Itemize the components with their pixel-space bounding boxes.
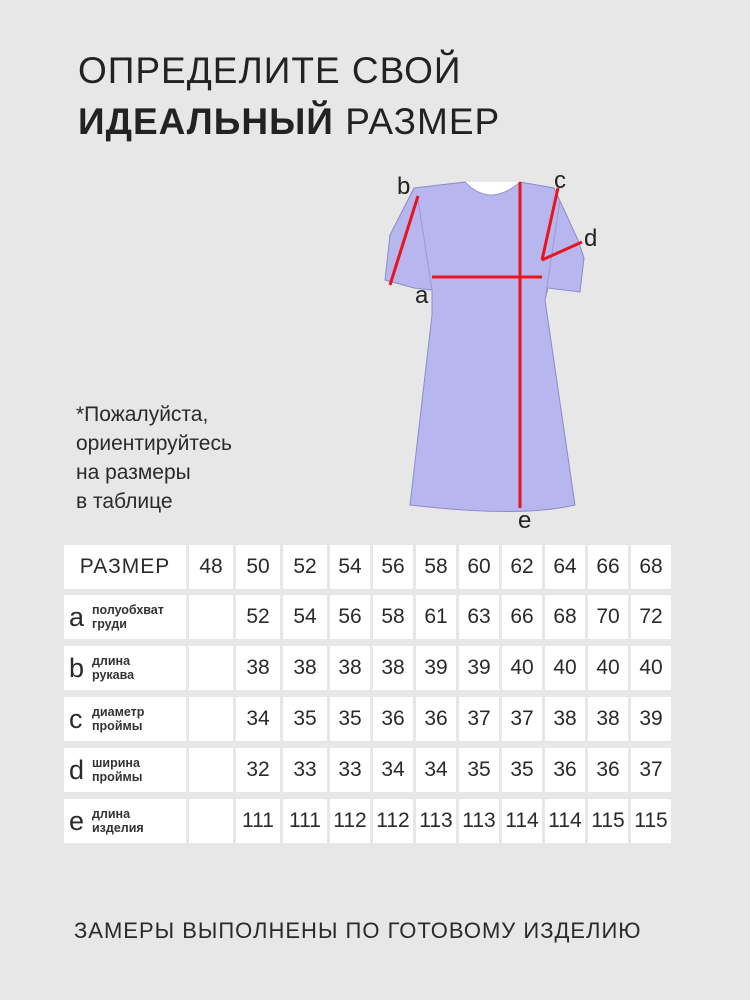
- param-letter: e: [69, 805, 85, 836]
- footer-note: ЗАМЕРЫ ВЫПОЛНЕНЫ ПО ГОТОВОМУ ИЗДЕЛИЮ: [74, 918, 642, 943]
- param-desc-line: диаметр: [92, 705, 145, 719]
- table-cell: 36: [416, 697, 456, 741]
- table-cell: 70: [588, 595, 628, 639]
- param-description: [92, 756, 142, 784]
- header-size-cell: 56: [373, 545, 413, 589]
- table-cell: 39: [631, 697, 671, 741]
- header-size-cell: 62: [502, 545, 542, 589]
- table-cell: 114: [545, 799, 585, 843]
- table-cell: 61: [416, 595, 456, 639]
- param-desc-line: изделия: [92, 821, 144, 835]
- table-cell: 40: [588, 646, 628, 690]
- table-cell: 38: [373, 646, 413, 690]
- table-cell: 36: [588, 748, 628, 792]
- param-cell: [64, 799, 186, 843]
- table-cell: 32: [236, 748, 280, 792]
- table-cell: 37: [631, 748, 671, 792]
- param-description: [92, 654, 134, 682]
- title-line-2: [78, 103, 500, 140]
- table-cell: 33: [283, 748, 327, 792]
- param-cell: [64, 748, 186, 792]
- table-cell: 115: [631, 799, 671, 843]
- table-cell: 38: [588, 697, 628, 741]
- table-cell: 111: [283, 799, 327, 843]
- table-cell: 33: [330, 748, 370, 792]
- table-cell: 40: [502, 646, 542, 690]
- table-cell: 113: [459, 799, 499, 843]
- table-cell: [189, 595, 233, 639]
- table-cell: 72: [631, 595, 671, 639]
- table-cell: 40: [545, 646, 585, 690]
- header-size-cell: 52: [283, 545, 327, 589]
- table-cell: 34: [416, 748, 456, 792]
- table-cell: 35: [330, 697, 370, 741]
- table-cell: 54: [283, 595, 327, 639]
- table-cell: 38: [545, 697, 585, 741]
- table-cell: 37: [459, 697, 499, 741]
- param-cell: [64, 697, 186, 741]
- param-desc-line: проймы: [92, 719, 143, 733]
- table-cell: 35: [459, 748, 499, 792]
- table-cell: 66: [502, 595, 542, 639]
- table-cell: 38: [283, 646, 327, 690]
- label-d: d: [584, 225, 598, 252]
- table-cell: 58: [373, 595, 413, 639]
- page-title: [78, 52, 500, 140]
- header-size-cell: 54: [330, 545, 370, 589]
- table-cell: 40: [631, 646, 671, 690]
- table-cell: 68: [545, 595, 585, 639]
- table-cell: 38: [330, 646, 370, 690]
- header-size-cell: 66: [588, 545, 628, 589]
- label-e: e: [518, 507, 532, 534]
- dress-diagram: [370, 160, 630, 540]
- table-cell: 35: [502, 748, 542, 792]
- label-a: a: [415, 282, 429, 309]
- table-cell: 112: [330, 799, 370, 843]
- param-letter: d: [69, 754, 85, 785]
- table-cell: [189, 697, 233, 741]
- table-cell: 36: [373, 697, 413, 741]
- header-size-cell: 58: [416, 545, 456, 589]
- table-cell: 113: [416, 799, 456, 843]
- table-cell: [189, 799, 233, 843]
- table-cell: 37: [502, 697, 542, 741]
- param-desc-line: груди: [92, 617, 127, 631]
- param-desc-line: ширина: [92, 756, 140, 770]
- param-desc-line: проймы: [92, 770, 143, 784]
- table-cell: 115: [588, 799, 628, 843]
- param-desc-line: длина: [92, 807, 131, 821]
- param-desc-line: полуобхват: [92, 603, 164, 617]
- size-note: [76, 400, 232, 516]
- table-cell: 34: [373, 748, 413, 792]
- note-line: в таблице: [76, 490, 173, 513]
- header-size-cell: 68: [631, 545, 671, 589]
- header-size-cell: 64: [545, 545, 585, 589]
- label-b: b: [397, 173, 411, 200]
- param-letter: c: [69, 703, 83, 734]
- table-cell: 39: [459, 646, 499, 690]
- table-cell: 111: [236, 799, 280, 843]
- table-cell: 35: [283, 697, 327, 741]
- note-line: на размеры: [76, 461, 191, 484]
- table-cell: 52: [236, 595, 280, 639]
- note-line: *Пожалуйста,: [76, 403, 209, 426]
- table-cell: [189, 646, 233, 690]
- param-letter: b: [69, 652, 85, 683]
- param-description: [92, 603, 164, 631]
- param-desc-line: рукава: [92, 668, 135, 682]
- table-cell: 36: [545, 748, 585, 792]
- header-size-cell: 50: [236, 545, 280, 589]
- table-cell: 39: [416, 646, 456, 690]
- title-regular-word: РАЗМЕР: [345, 101, 501, 142]
- header-size-cell: 60: [459, 545, 499, 589]
- table-cell: 34: [236, 697, 280, 741]
- label-c: c: [554, 167, 566, 194]
- param-desc-line: длина: [92, 654, 131, 668]
- param-description: [92, 705, 144, 733]
- param-description: [92, 807, 144, 835]
- table-cell: 112: [373, 799, 413, 843]
- table-cell: [189, 748, 233, 792]
- header-size-cell: 48: [189, 545, 233, 589]
- table-cell: 114: [502, 799, 542, 843]
- table-cell: 63: [459, 595, 499, 639]
- dress-silhouette: [385, 182, 584, 512]
- param-letter: a: [69, 601, 85, 632]
- param-cell: [64, 646, 186, 690]
- table-cell: 56: [330, 595, 370, 639]
- param-cell: [64, 595, 186, 639]
- header-label: РАЗМЕР: [64, 545, 186, 589]
- table-cell: 38: [236, 646, 280, 690]
- note-line: ориентируйтесь: [76, 432, 232, 455]
- title-bold-word: ИДЕАЛЬНЫЙ: [78, 101, 334, 142]
- title-line-1: ОПРЕДЕЛИТЕ СВОЙ: [78, 50, 462, 91]
